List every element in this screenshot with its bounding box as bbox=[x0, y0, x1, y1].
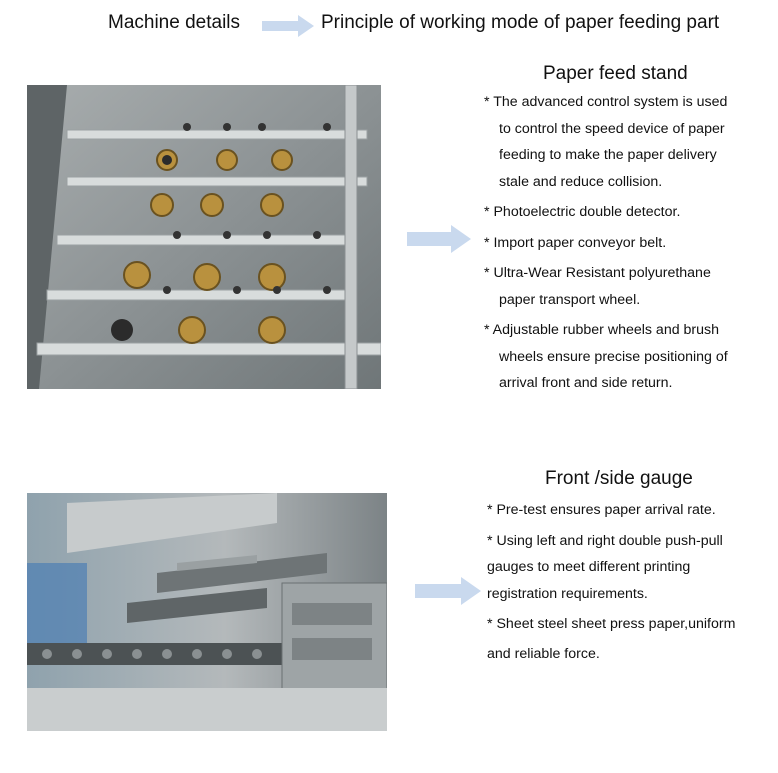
bullet-line: * Photoelectric double detector. bbox=[484, 204, 681, 220]
bullet-line: * Pre-test ensures paper arrival rate. bbox=[487, 502, 716, 518]
section-title-front-side-gauge: Front /side gauge bbox=[545, 468, 693, 489]
bullet-item bbox=[484, 199, 728, 226]
bullet-item bbox=[487, 528, 735, 608]
bullet-item bbox=[487, 611, 735, 667]
bullet-line: gauges to meet different printing bbox=[487, 559, 691, 575]
bullet-line: wheels ensure precise positioning of bbox=[499, 348, 728, 365]
bullet-line: * Using left and right double push-pull bbox=[487, 532, 723, 549]
bullet-line: * Adjustable rubber wheels and brush bbox=[484, 322, 720, 338]
front-side-gauge-photo bbox=[27, 493, 387, 731]
right-arrow-icon bbox=[415, 577, 481, 605]
bullet-line: arrival front and side return. bbox=[499, 375, 673, 391]
bullet-line: feeding to make the paper delivery bbox=[499, 147, 717, 163]
bullet-item bbox=[484, 317, 728, 397]
bullet-line: * Import paper conveyor belt. bbox=[484, 234, 667, 251]
bullet-line: * The advanced control system is used bbox=[484, 94, 728, 110]
bullet-line: * Ultra-Wear Resistant polyurethane bbox=[484, 265, 711, 281]
bullet-line: registration requirements. bbox=[487, 585, 648, 602]
right-arrow-icon bbox=[262, 15, 314, 37]
right-arrow-icon bbox=[407, 225, 471, 253]
front-side-gauge-bullet-list bbox=[487, 497, 735, 667]
header-principle-title: Principle of working mode of paper feeding part bbox=[321, 12, 720, 33]
section-title-paper-feed-stand: Paper feed stand bbox=[543, 63, 688, 84]
bullet-item bbox=[487, 497, 735, 524]
bullet-line: and reliable force. bbox=[487, 645, 600, 662]
bullet-line: stale and reduce collision. bbox=[499, 173, 663, 190]
bullet-line: paper transport wheel. bbox=[499, 291, 641, 308]
paper-feed-bullet-list bbox=[484, 89, 728, 397]
bullet-item bbox=[484, 89, 728, 195]
header-machine-details: Machine details bbox=[108, 12, 241, 33]
bullet-item bbox=[484, 230, 728, 257]
paper-feed-stand-photo bbox=[27, 85, 381, 389]
bullet-line: * Sheet steel sheet press paper,uniform bbox=[487, 616, 736, 632]
bullet-line: to control the speed device of paper bbox=[499, 120, 725, 137]
bullet-item bbox=[484, 260, 728, 313]
